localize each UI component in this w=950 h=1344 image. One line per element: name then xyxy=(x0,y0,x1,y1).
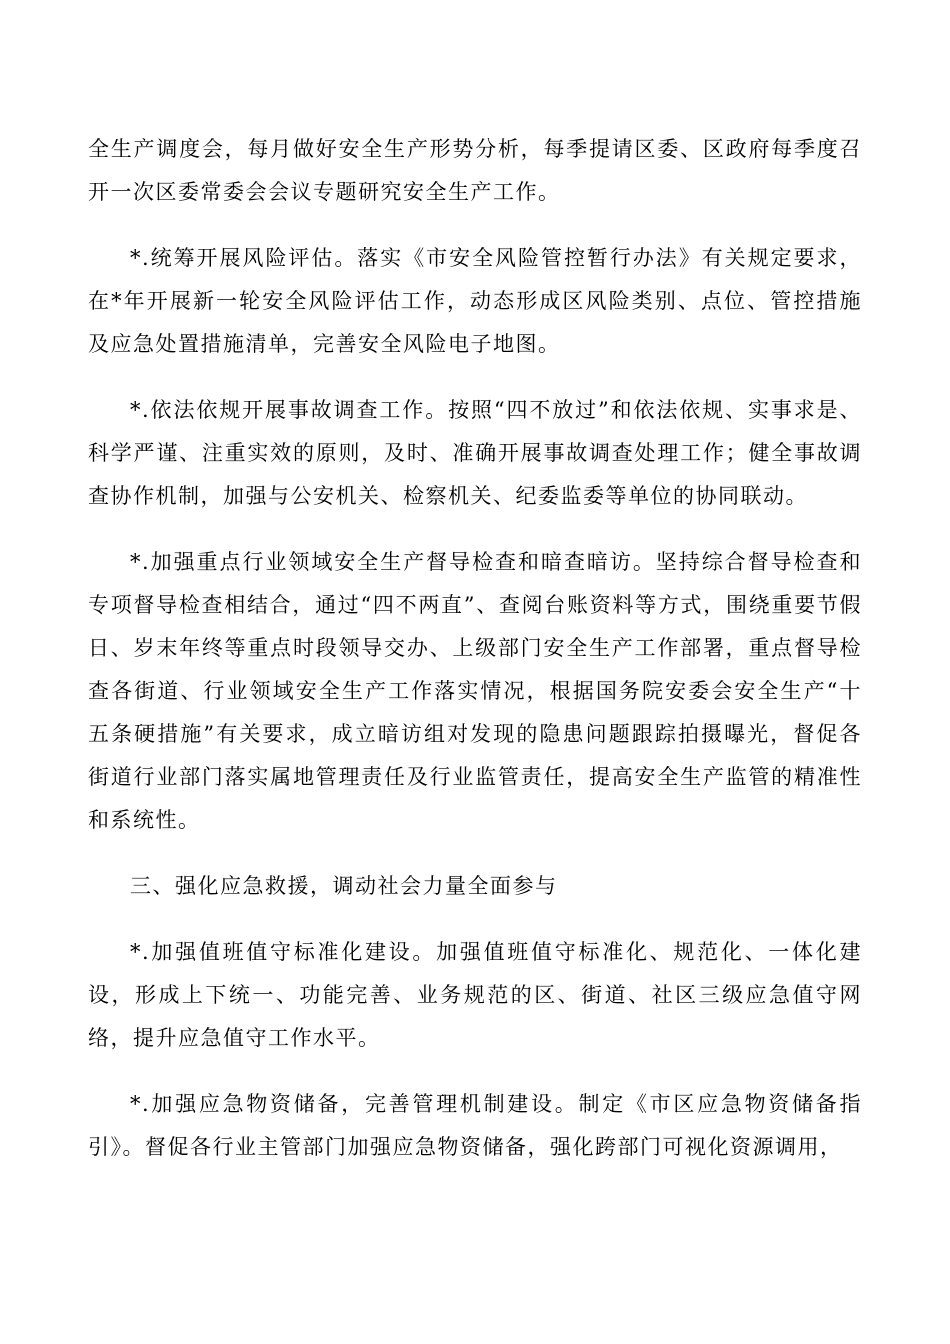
paragraph-emergency-supplies: *.加强应急物资储备，完善管理机制建设。制定《市区应急物资储备指引》。督促各行业主管部门加强应急物资储备，强化跨部门可视化资源调用， xyxy=(88,1092,862,1159)
paragraph-continuation: 全生产调度会，每月做好安全生产形势分析，每季提请区委、区政府每季度召开一次区委常委会会议专题研究安全生产工作。 xyxy=(88,137,862,204)
section-heading-emergency-rescue: 三、强化应急救援，调动社会力量全面参与 xyxy=(130,874,558,898)
document-body xyxy=(88,128,862,1169)
paragraph-supervision-inspection: *.加强重点行业领域安全生产督导检查和暗查暗访。坚持综合督导检查和专项督导检查相结合，通过“四不两直”、查阅台账资料等方式，围绕重要节假日、岁末年终等重点时段领导交办、上级部门安全生产工作部署，重点督导检查各街道、行业领域安全生产工作落实情况，根据国务院安委会安全生产“十五条硬措施”有关要求，成立暗访组对发现的隐患问题跟踪拍摄曝光，督促各街道行业部门落实属地管理责任及行业监管责任，提高安全生产监管的精准性和系统性。 xyxy=(88,550,862,832)
paragraph-risk-assessment: *.统筹开展风险评估。落实《市安全风险管控暂行办法》有关规定要求，在*年开展新一轮安全风险评估工作，动态形成区风险类别、点位、管控措施及应急处置措施清单，完善安全风险电子地图。 xyxy=(88,246,862,356)
paragraph-duty-standardization: *.加强值班值守标准化建设。加强值班值守标准化、规范化、一体化建设，形成上下统一、功能完善、业务规范的区、街道、社区三级应急值守网络，提升应急值守工作水平。 xyxy=(88,940,862,1050)
paragraph-accident-investigation: *.依法依规开展事故调查工作。按照“四不放过”和依法依规、实事求是、科学严谨、注重实效的原则，及时、准确开展事故调查处理工作；健全事故调查协作机制，加强与公安机关、检察机关、纪委监委等单位的协同联动。 xyxy=(88,398,862,508)
